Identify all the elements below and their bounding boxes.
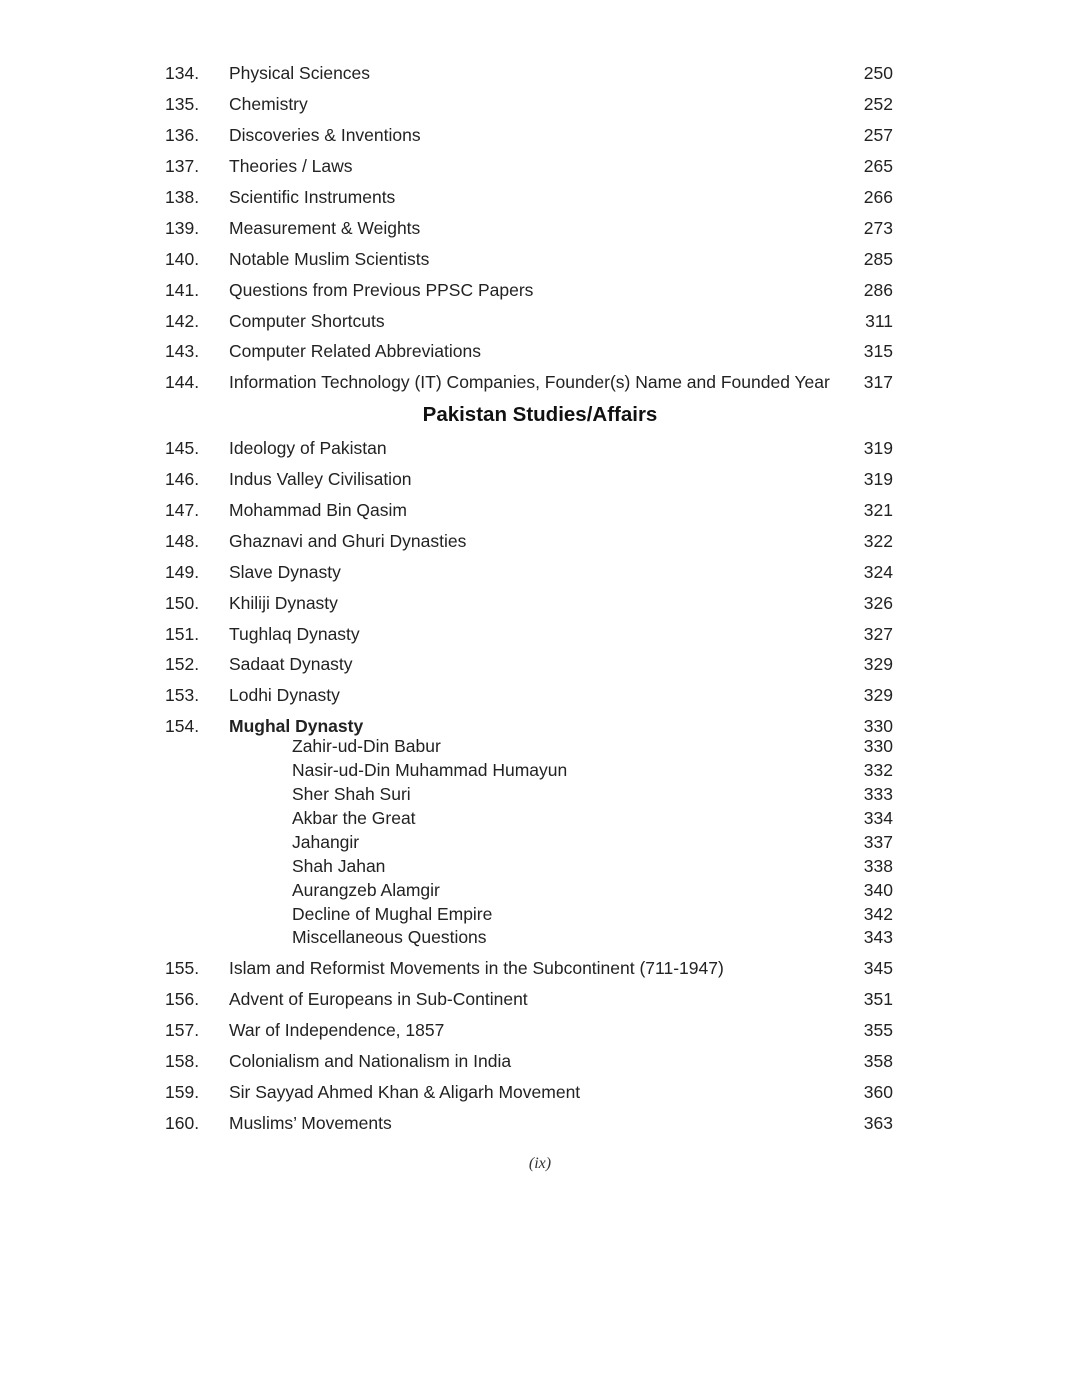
subentry-title: Shah Jahan — [292, 856, 386, 876]
toc-subentry — [0, 758, 1080, 782]
entry-page: 311 — [865, 311, 893, 331]
entry-title: Theories / Laws — [229, 156, 353, 176]
toc-entry — [0, 247, 1080, 271]
entry-number: 134. — [165, 63, 200, 83]
entry-title: Indus Valley Civilisation — [229, 469, 412, 489]
entry-title: Sadaat Dynasty — [229, 654, 353, 674]
toc-entry — [0, 1018, 1080, 1042]
entry-title: Colonialism and Nationalism in India — [229, 1051, 512, 1071]
subentry-title: Decline of Mughal Empire — [292, 904, 493, 924]
entry-title: Scientific Instruments — [229, 187, 396, 207]
toc-entry — [0, 956, 1080, 980]
entry-number: 136. — [165, 125, 200, 145]
entry-number: 159. — [165, 1082, 200, 1102]
subentry-page: 342 — [863, 904, 893, 924]
subentry-title: Aurangzeb Alamgir — [292, 880, 440, 900]
entry-page: 273 — [863, 218, 893, 238]
entry-page: 286 — [863, 280, 893, 300]
subentry-page: 343 — [863, 927, 893, 947]
entry-title: War of Independence, 1857 — [229, 1020, 445, 1040]
toc-entry — [0, 1111, 1080, 1135]
entry-number: 153. — [165, 685, 200, 705]
entry-number: 158. — [165, 1051, 200, 1071]
entry-page: 257 — [863, 125, 893, 145]
toc-subentry — [0, 902, 1080, 926]
toc-entry — [0, 370, 1080, 394]
entry-number: 150. — [165, 593, 200, 613]
toc-entry — [0, 154, 1080, 178]
toc-subentry — [0, 925, 1080, 949]
subentry-page: 330 — [863, 736, 893, 756]
entry-title: Muslims’ Movements — [229, 1113, 392, 1133]
entry-number: 154. — [165, 716, 200, 736]
entry-title: Slave Dynasty — [229, 562, 341, 582]
entry-title: Computer Shortcuts — [229, 311, 385, 331]
entry-number: 152. — [165, 654, 200, 674]
toc-entry — [0, 652, 1080, 676]
entry-title: Tughlaq Dynasty — [229, 624, 360, 644]
toc-subentry — [0, 734, 1080, 758]
entry-number: 160. — [165, 1113, 200, 1133]
entry-number: 146. — [165, 469, 200, 489]
entry-title: Ghaznavi and Ghuri Dynasties — [229, 531, 467, 551]
subentry-title: Jahangir — [292, 832, 360, 852]
entry-title: Physical Sciences — [229, 63, 371, 83]
entry-number: 157. — [165, 1020, 200, 1040]
toc-entry — [0, 216, 1080, 240]
toc-entry — [0, 278, 1080, 302]
entry-title: Chemistry — [229, 94, 308, 114]
entry-page: 285 — [863, 249, 893, 269]
entry-number: 140. — [165, 249, 200, 269]
toc-entry — [0, 467, 1080, 491]
entry-number: 147. — [165, 500, 200, 520]
entry-page: 360 — [863, 1082, 893, 1102]
entry-page: 329 — [863, 654, 893, 674]
toc-subentry — [0, 878, 1080, 902]
subentry-title: Akbar the Great — [292, 808, 416, 828]
toc-entry — [0, 61, 1080, 85]
entry-number: 135. — [165, 94, 200, 114]
entry-page: 327 — [863, 624, 893, 644]
entry-number: 138. — [165, 187, 200, 207]
entry-page: 329 — [863, 685, 893, 705]
toc-entry — [0, 560, 1080, 584]
entry-number: 143. — [165, 341, 200, 361]
entry-title: Questions from Previous PPSC Papers — [229, 280, 534, 300]
entry-page: 315 — [863, 341, 893, 361]
page-number-footer: (ix) — [528, 1155, 552, 1172]
entry-number: 149. — [165, 562, 200, 582]
entry-number: 142. — [165, 311, 200, 331]
toc-subentry — [0, 806, 1080, 830]
entry-page: 358 — [863, 1051, 893, 1071]
entry-number: 144. — [165, 372, 200, 392]
entry-title: Islam and Reformist Movements in the Subcontinent (711-1947) — [229, 958, 724, 978]
entry-title: Measurement & Weights — [229, 218, 421, 238]
toc-entry — [0, 123, 1080, 147]
toc-entry — [0, 185, 1080, 209]
entry-page: 324 — [863, 562, 893, 582]
toc-entry — [0, 309, 1080, 333]
entry-title: Sir Sayyad Ahmed Khan & Aligarh Movement — [229, 1082, 581, 1102]
entry-title: Ideology of Pakistan — [229, 438, 387, 458]
subentry-title: Miscellaneous Questions — [292, 927, 487, 947]
toc-entry — [0, 987, 1080, 1011]
subentry-page: 334 — [863, 808, 893, 828]
entry-title: Discoveries & Inventions — [229, 125, 421, 145]
toc-entry — [0, 498, 1080, 522]
entry-page: 351 — [863, 989, 893, 1009]
toc-entry — [0, 622, 1080, 646]
subentry-page: 332 — [863, 760, 893, 780]
entry-title: Notable Muslim Scientists — [229, 249, 430, 269]
subentry-title: Sher Shah Suri — [292, 784, 411, 804]
entry-page: 265 — [863, 156, 893, 176]
toc-subentry — [0, 782, 1080, 806]
toc-entry — [0, 436, 1080, 460]
section-heading: Pakistan Studies/Affairs — [422, 403, 658, 426]
entry-number: 145. — [165, 438, 200, 458]
entry-page: 250 — [863, 63, 893, 83]
entry-page: 363 — [863, 1113, 893, 1133]
entry-page: 322 — [863, 531, 893, 551]
entry-number: 155. — [165, 958, 200, 978]
entry-title: Computer Related Abbreviations — [229, 341, 481, 361]
entry-title: Khiliji Dynasty — [229, 593, 338, 613]
entry-number: 151. — [165, 624, 200, 644]
subentry-title: Zahir-ud-Din Babur — [292, 736, 441, 756]
entry-page: 319 — [863, 469, 893, 489]
entry-page: 321 — [863, 500, 893, 520]
entry-page: 330 — [863, 716, 893, 736]
entry-title: Mughal Dynasty — [229, 716, 364, 736]
entry-number: 141. — [165, 280, 200, 300]
entry-number: 156. — [165, 989, 200, 1009]
subentry-page: 337 — [863, 832, 893, 852]
toc-entry — [0, 591, 1080, 615]
entry-title: Lodhi Dynasty — [229, 685, 340, 705]
entry-title: Information Technology (IT) Companies, Founder(s) Name and Founded Year — [229, 372, 830, 392]
entry-title: Mohammad Bin Qasim — [229, 500, 407, 520]
toc-entry — [0, 1049, 1080, 1073]
entry-title: Advent of Europeans in Sub-Continent — [229, 989, 528, 1009]
subentry-page: 338 — [863, 856, 893, 876]
entry-number: 137. — [165, 156, 200, 176]
subentry-title: Nasir-ud-Din Muhammad Humayun — [292, 760, 568, 780]
entry-page: 252 — [863, 94, 893, 114]
entry-page: 326 — [863, 593, 893, 613]
entry-page: 355 — [863, 1020, 893, 1040]
entry-page: 266 — [863, 187, 893, 207]
toc-entry — [0, 529, 1080, 553]
toc-entry — [0, 1080, 1080, 1104]
toc-entry — [0, 92, 1080, 116]
entry-page: 319 — [863, 438, 893, 458]
subentry-page: 333 — [863, 784, 893, 804]
entry-number: 139. — [165, 218, 200, 238]
toc-subentry — [0, 830, 1080, 854]
toc-entry — [0, 339, 1080, 363]
toc-entry — [0, 683, 1080, 707]
entry-page: 345 — [863, 958, 893, 978]
entry-number: 148. — [165, 531, 200, 551]
subentry-page: 340 — [863, 880, 893, 900]
entry-page: 317 — [863, 372, 893, 392]
toc-subentry — [0, 854, 1080, 878]
